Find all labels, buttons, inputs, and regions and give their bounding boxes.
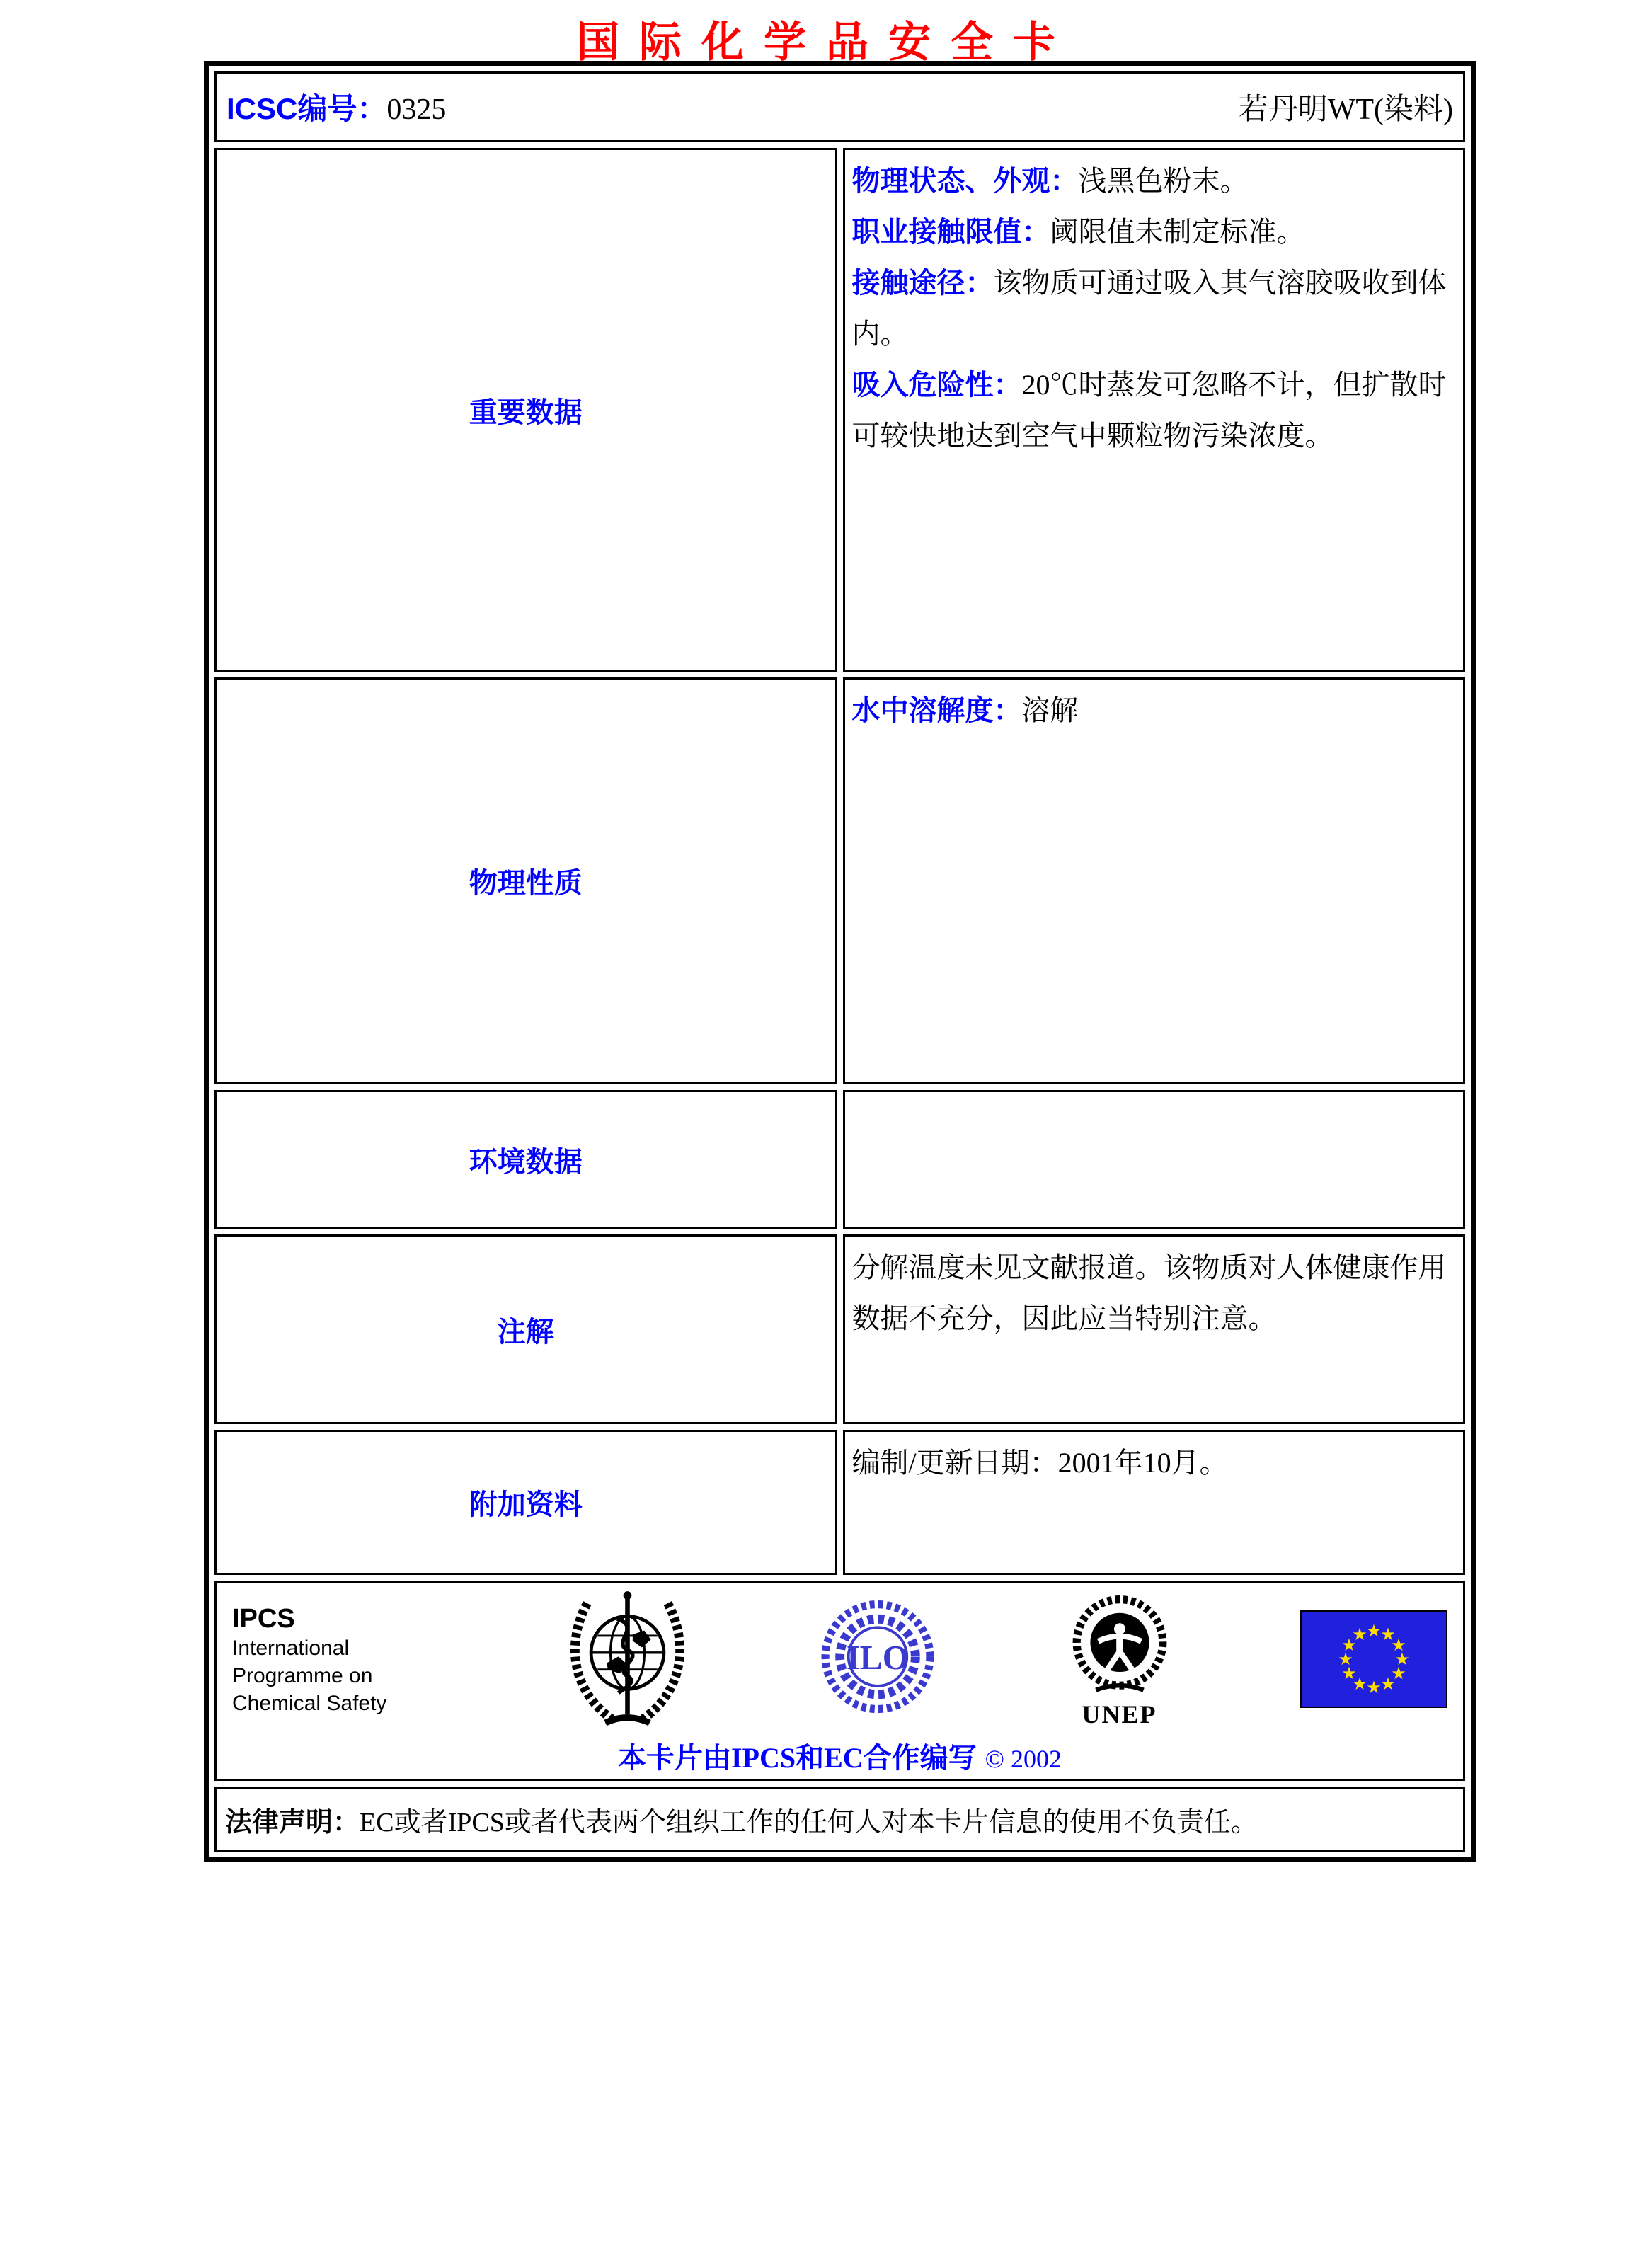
copyright-text: © 2002 xyxy=(985,1745,1062,1773)
section-content-notes xyxy=(843,1234,1466,1424)
field-exposure-routes xyxy=(852,258,1457,360)
svg-text:★: ★ xyxy=(1366,1677,1382,1697)
icsc-card xyxy=(204,61,1476,1862)
field-label: 吸入危险性： xyxy=(851,369,1022,401)
field-value: 该物质可通过吸入其气溶胶吸收到体内。 xyxy=(851,267,1447,350)
ipcs-line-2: Programme on xyxy=(232,1664,373,1688)
section-label-additional-info: 附加资料 xyxy=(214,1430,837,1575)
icsc-table xyxy=(209,66,1471,1857)
svg-text:★: ★ xyxy=(1352,1624,1367,1644)
ipcs-acronym: IPCS xyxy=(232,1603,295,1634)
svg-text:★: ★ xyxy=(1391,1634,1406,1655)
icsc-number-group xyxy=(226,86,446,128)
svg-text:★: ★ xyxy=(1380,1624,1396,1644)
field-label: 接触途径： xyxy=(851,268,994,299)
section-content-environmental-data xyxy=(843,1090,1466,1229)
section-content-physical-properties xyxy=(843,677,1466,1084)
svg-text:★: ★ xyxy=(1338,1649,1353,1669)
field-value: 20℃时蒸发可忽略不计，但扩散时可较快地达到空气中颗粒物污染浓度。 xyxy=(851,369,1447,452)
credit-text: 本卡片由IPCS和EC合作编写 xyxy=(617,1742,977,1774)
field-label: 职业接触限值： xyxy=(851,217,1050,248)
ipcs-line-1: International xyxy=(232,1636,350,1661)
section-label-notes: 注解 xyxy=(214,1234,837,1424)
ilo-logo-icon xyxy=(817,1591,939,1731)
header-row xyxy=(214,71,1465,142)
field-value: 阈限值未制定标准。 xyxy=(1050,216,1305,248)
field-label: 物理状态、外观： xyxy=(851,166,1079,197)
field-label: 水中溶解度： xyxy=(851,695,1022,726)
field-physical-state xyxy=(852,156,1457,207)
chemical-name: 若丹明WT(染料) xyxy=(1238,93,1453,126)
svg-text:★: ★ xyxy=(1352,1673,1367,1694)
unep-logo-block xyxy=(1063,1593,1176,1729)
notes-text: 分解温度未见文献报道。该物质对人体健康作用数据不充分，因此应当特别注意。 xyxy=(851,1251,1447,1334)
ipcs-line-3: Chemical Safety xyxy=(232,1692,387,1716)
field-inhalation-risk xyxy=(852,360,1457,462)
svg-text:★: ★ xyxy=(1341,1634,1357,1655)
svg-text:★: ★ xyxy=(1366,1620,1382,1641)
field-occupational-limit xyxy=(852,207,1457,258)
svg-text:★: ★ xyxy=(1391,1663,1406,1683)
who-logo-icon xyxy=(562,1588,693,1734)
page-title: 国际化学品安全卡 xyxy=(577,19,1075,66)
eu-flag-icon xyxy=(1300,1610,1447,1712)
svg-text:★: ★ xyxy=(1341,1663,1357,1683)
field-water-solubility xyxy=(852,685,1457,736)
svg-text:ILO: ILO xyxy=(846,1639,910,1677)
ipcs-text-block xyxy=(232,1604,437,1718)
legal-text: EC或者IPCS或者代表两个组织工作的任何人对本卡片信息的使用不负责任。 xyxy=(360,1807,1258,1838)
section-label-important-data: 重要数据 xyxy=(214,148,837,672)
icsc-number-label: ICSC编号： xyxy=(226,92,387,125)
credit-line xyxy=(224,1741,1456,1776)
svg-text:★: ★ xyxy=(1394,1649,1410,1669)
unep-caption: UNEP xyxy=(1082,1699,1157,1729)
section-content-important-data xyxy=(843,148,1466,672)
legal-row xyxy=(214,1787,1465,1852)
field-value: 溶解 xyxy=(1021,694,1079,726)
legal-label: 法律声明： xyxy=(225,1807,360,1838)
section-label-physical-properties: 物理性质 xyxy=(214,677,837,1084)
logo-row xyxy=(224,1590,1456,1731)
icsc-number-value: 0325 xyxy=(386,93,447,126)
svg-text:★: ★ xyxy=(1380,1673,1396,1694)
field-value: 浅黑色粉末。 xyxy=(1078,165,1249,197)
section-content-additional-info xyxy=(843,1430,1466,1575)
footer-row xyxy=(214,1581,1465,1781)
additional-info-text: 编制/更新日期：2001年10月。 xyxy=(851,1447,1228,1479)
section-label-environmental-data: 环境数据 xyxy=(214,1090,837,1229)
